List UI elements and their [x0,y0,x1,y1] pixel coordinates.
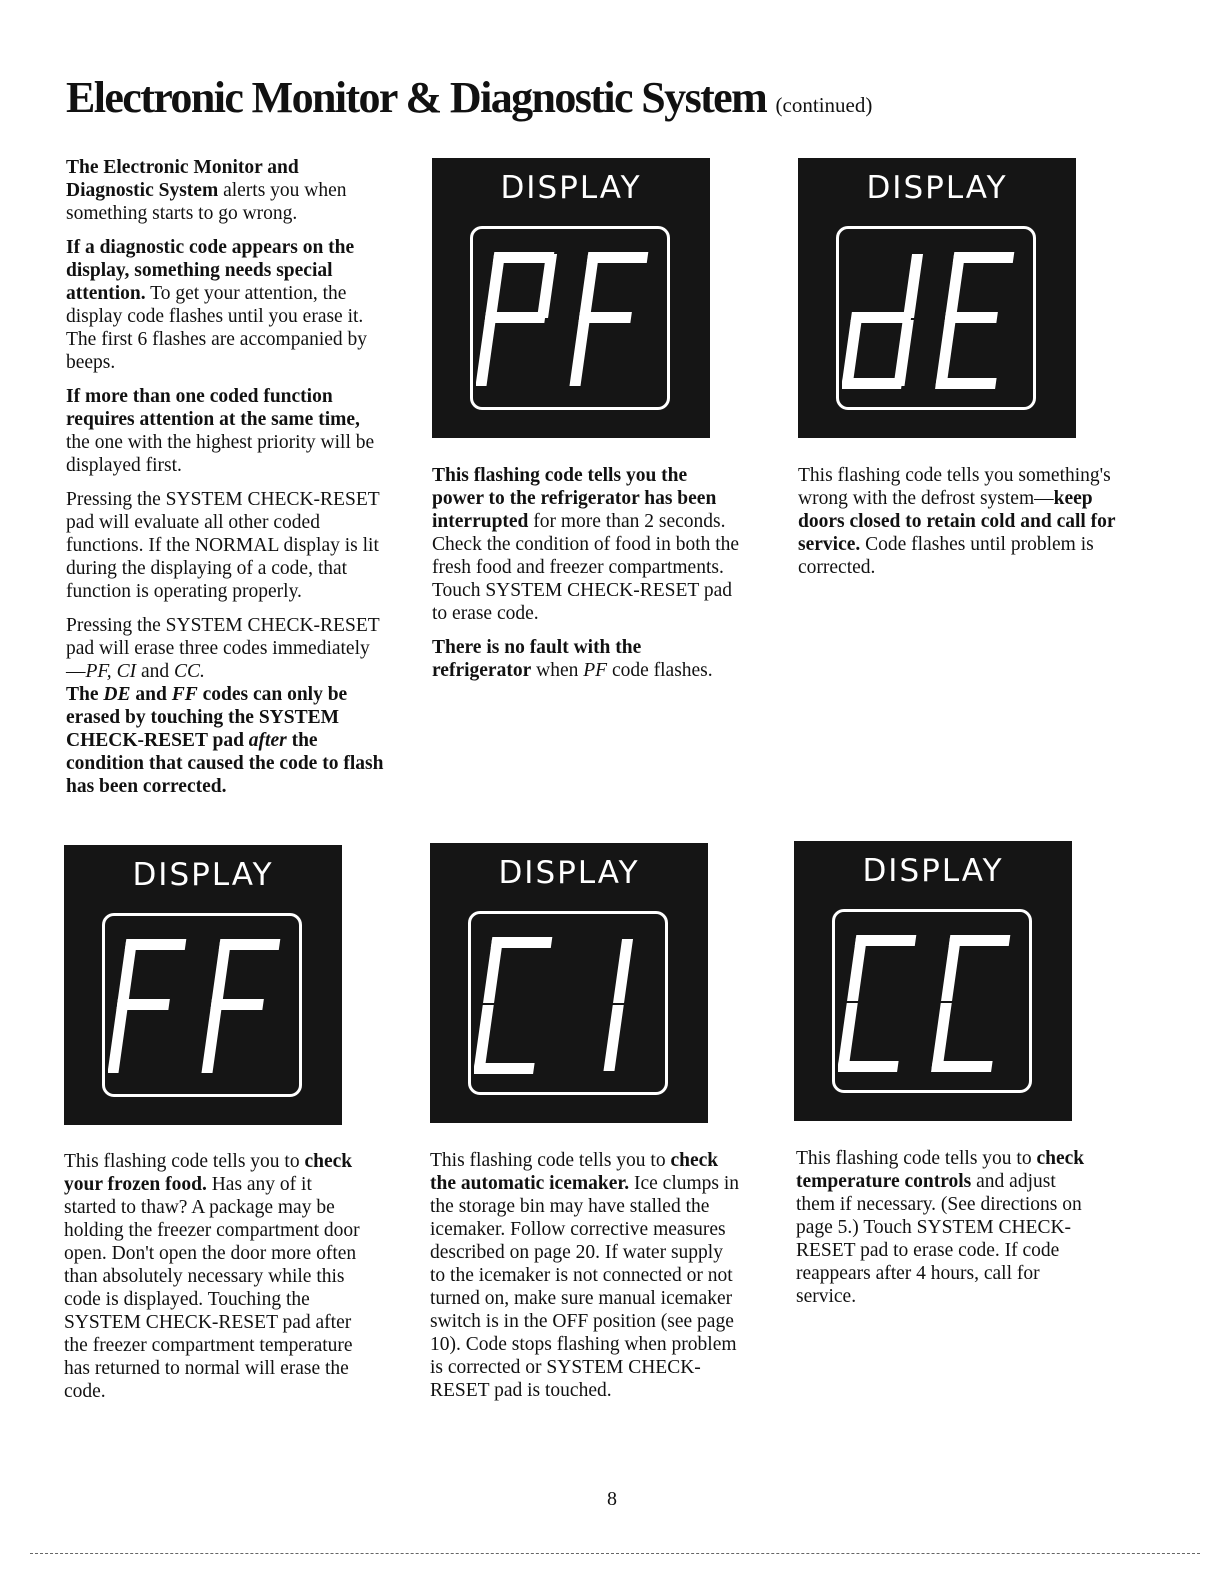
intro-paragraph-5 [66,614,384,683]
cc-description [796,1147,1096,1319]
pf-p2-end: code flashes. [607,660,713,681]
de-text-bold: keep doors closed to retain cold and call for service. [798,488,1116,555]
intro-p3-bold: If more than one coded function requires attention at the same time, [66,386,360,430]
page-title-continued: (continued) [775,93,873,117]
de-text-c: Code flashes until problem is corrected. [798,534,1094,578]
segment-code-cc [838,923,1026,1083]
segment-code-pf [476,240,664,400]
page-title-main: Electronic Monitor & Diagnostic System [66,73,767,122]
code-ci-ref: CI [116,661,137,682]
pf-p2-mid: when [531,660,584,681]
pf-paragraph-1 [432,464,742,625]
cc-text-bold: check temperature controls [796,1148,1085,1192]
de-text-a: This flashing code tells you something's wrong with the defrost system— [798,465,1111,509]
page-number: 8 [607,1488,617,1510]
intro-p6-after: after [248,730,287,751]
bottom-scan-line [30,1553,1200,1554]
intro-paragraph-3 [66,385,384,477]
ci-paragraph [430,1149,740,1402]
code-cc-ref: CC. [173,661,205,682]
intro-p6-d: the condition that caused the code to flash has been corrected. [66,730,384,797]
ci-text-c: Ice clumps in the storage bin may have stalled the icemaker. Follow corrective measures described on page 20. If water supply to the icemaker is not connected or not turned on, make sure manual icemaker switch is in the OFF position (see page 10). Code stops flashing when problem is corrected or SYSTEM CHECK-RESET pad is touched. [430,1173,740,1401]
pf-description [432,464,742,693]
cc-paragraph [796,1147,1096,1308]
display-panel-ff [64,845,342,1125]
intro-p5-and: and [136,661,174,682]
display-label: DISPLAY [498,855,640,891]
intro-p1-text: alerts you when something starts to go wrong. [66,180,347,224]
ff-description [64,1150,364,1414]
intro-paragraph-1 [66,156,384,225]
pf-p1-text: for more than 2 seconds. Check the condition of food in both the fresh food and freezer compartments. Touch SYSTEM CHECK-RESET pad to erase code. [432,511,740,624]
code-de-ref: DE [103,684,131,705]
segment-code-ff [108,927,296,1087]
de-description [798,464,1118,590]
intro-p6-a: The [66,684,104,705]
cc-text-a: This flashing code tells you to [796,1148,1037,1169]
ci-text-bold: check the automatic icemaker. [430,1150,719,1194]
intro-paragraph-6 [66,683,384,798]
ci-description [430,1149,740,1413]
segment-code-ci [474,925,662,1085]
intro-p6-b: and [130,684,172,705]
code-pf-ref: PF [583,660,608,681]
code-pf-ref: PF, [85,661,112,682]
display-label: DISPLAY [500,170,642,206]
segment-code-de [842,240,1030,400]
ff-text-bold: check your frozen food. [64,1151,353,1195]
pf-p1-bold: This flashing code tells you the power to the refrigerator has been interrupted [432,465,717,532]
pf-paragraph-2 [432,636,742,682]
ff-text-a: This flashing code tells you to [64,1151,305,1172]
page-title [66,72,872,131]
ff-text-c: Has any of it started to thaw? A package may be holding the freezer compartment door open. Don't open the door more often than absolutely necessary while this code is displayed. Touching the SYSTEM CHECK-RESET pad after the freezer compartment temperature has returned to normal will erase the code. [64,1174,360,1402]
intro-paragraph-2 [66,236,384,374]
intro-p2-text: To get your attention, the display code flashes until you erase it. The first 6 flashes are accompanied by beeps. [66,283,368,373]
intro-p5-text: Pressing the SYSTEM CHECK-RESET pad will erase three codes immediately— [66,615,380,682]
intro-p2-bold: If a diagnostic code appears on the display, something needs special attention. [66,237,355,304]
code-ff-ref: FF [171,684,198,705]
intro-column [66,156,384,809]
display-panel-pf [432,158,710,438]
display-label: DISPLAY [862,853,1004,889]
de-paragraph [798,464,1118,579]
cc-text-c: and adjust them if necessary. (See directions on page 5.) Touch SYSTEM CHECK-RESET pad to erase code. If code reappears after 4 hours, call for service. [796,1171,1082,1307]
display-label: DISPLAY [132,857,274,893]
display-label: DISPLAY [866,170,1008,206]
intro-paragraph-4: Pressing the SYSTEM CHECK-RESET pad will evaluate all other coded functions. If the NORMAL display is lit during the displaying of a code, that function is operating properly. [66,489,380,602]
intro-p3-text: the one with the highest priority will be displayed first. [66,432,375,476]
display-panel-de [798,158,1076,438]
intro-p1-bold: The Electronic Monitor and Diagnostic System [66,157,299,201]
display-panel-cc [794,841,1072,1121]
ci-text-a: This flashing code tells you to [430,1150,671,1171]
ff-paragraph [64,1150,364,1403]
pf-p2-bold: There is no fault with the refrigerator [432,637,642,681]
display-panel-ci [430,843,708,1123]
intro-p6-c: codes can only be erased by touching the SYSTEM CHECK-RESET pad [66,684,348,751]
